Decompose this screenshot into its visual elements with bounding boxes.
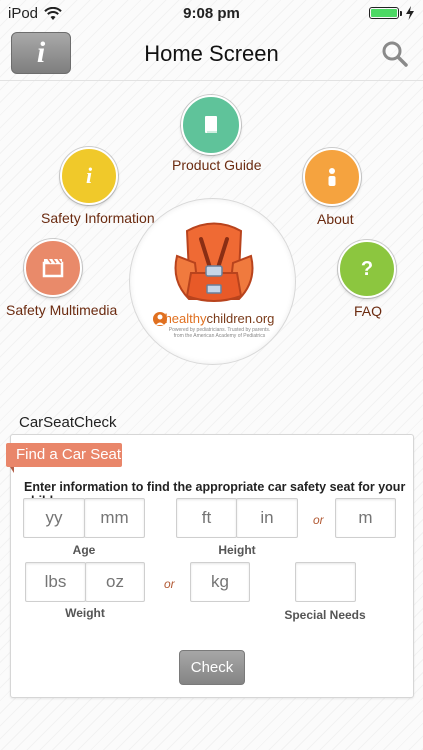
- weight-lbs-input[interactable]: [25, 562, 86, 602]
- logo-circle: [129, 198, 296, 365]
- page-title: Home Screen: [144, 41, 279, 66]
- special-needs-checkbox[interactable]: [295, 562, 356, 602]
- about-button[interactable]: [303, 148, 361, 206]
- age-months-input[interactable]: [84, 498, 145, 538]
- weight-oz-input[interactable]: [85, 562, 145, 602]
- height-feet-input[interactable]: [176, 498, 237, 538]
- check-button[interactable]: Check: [179, 650, 245, 685]
- navigation-bar: [0, 28, 423, 81]
- find-car-seat-tab: Find a Car Seat: [6, 443, 122, 467]
- info-icon: i: [85, 163, 93, 188]
- logo-brand: healthychildren.org: [164, 311, 275, 326]
- product-guide-label[interactable]: Product Guide: [172, 157, 262, 173]
- weight-kg-input[interactable]: [190, 562, 250, 602]
- safety-multimedia-button[interactable]: [24, 239, 82, 297]
- person-icon: [326, 167, 338, 187]
- weight-or-text: or: [164, 577, 175, 591]
- info-icon: i: [36, 36, 46, 69]
- logo-tagline: Powered by pediatricians. Trusted by parents. from the American Academy of Pediatrics: [168, 327, 271, 339]
- status-time: 9:08 pm: [183, 5, 240, 22]
- book-icon: [203, 115, 219, 135]
- height-meters-input[interactable]: [335, 498, 396, 538]
- height-label: Height: [218, 543, 256, 557]
- about-label[interactable]: About: [317, 211, 354, 227]
- height-inches-input[interactable]: [236, 498, 298, 538]
- weight-label: Weight: [65, 606, 105, 620]
- car-seat-check-title: CarSeatCheck: [19, 414, 117, 431]
- faq-label[interactable]: FAQ: [354, 303, 383, 319]
- status-bar: [0, 0, 423, 28]
- question-mark-icon: ?: [360, 257, 374, 280]
- car-seat-icon: [159, 211, 269, 311]
- clapperboard-icon: [42, 258, 64, 278]
- product-guide-button[interactable]: [181, 95, 241, 155]
- faq-button[interactable]: [338, 240, 396, 298]
- instructions-text: Enter information to find the appropriate car safety seat for your: [24, 480, 406, 494]
- safety-multimedia-label[interactable]: Safety Multimedia: [6, 302, 118, 318]
- special-needs-label: Special Needs: [284, 608, 366, 622]
- search-icon[interactable]: [381, 40, 409, 68]
- safety-information-label[interactable]: Safety Information: [41, 210, 155, 226]
- height-or-text: or: [313, 513, 324, 527]
- carrier-label: iPod: [8, 5, 39, 22]
- age-years-input[interactable]: [23, 498, 85, 538]
- battery-icon: [369, 7, 399, 19]
- age-label: Age: [72, 543, 96, 557]
- safety-information-button[interactable]: [60, 147, 118, 205]
- charging-icon: [405, 6, 415, 20]
